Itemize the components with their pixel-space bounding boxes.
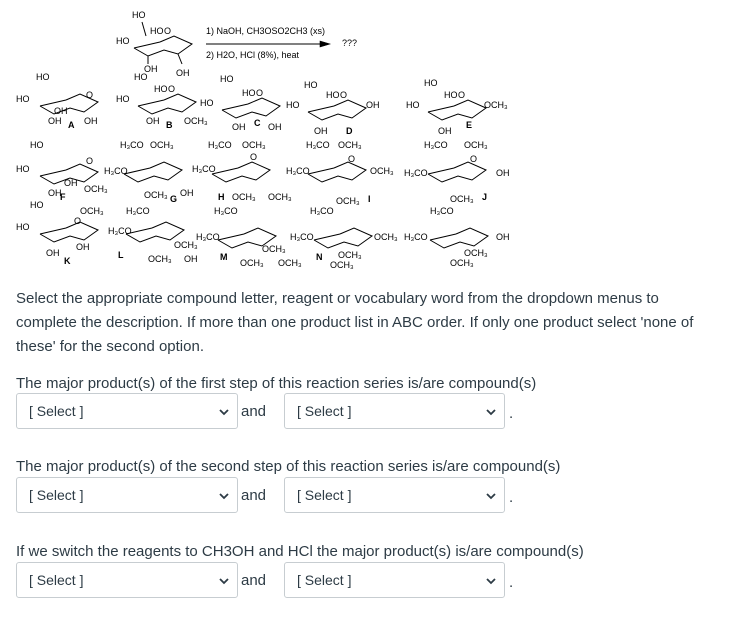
- svg-text:HO: HO: [242, 88, 256, 98]
- svg-text:HO: HO: [304, 80, 318, 90]
- question-3-text: If we switch the reagents to CH3OH and HCl the major product(s) is/are compound(s): [16, 543, 584, 560]
- svg-text:OH: OH: [496, 232, 510, 242]
- svg-text:H₃CO: H₃CO: [126, 206, 150, 216]
- svg-text:O: O: [168, 84, 176, 94]
- svg-text:O: O: [348, 154, 356, 164]
- svg-text:OCH₃: OCH₃: [338, 250, 362, 260]
- svg-text:B: B: [166, 120, 173, 130]
- chevron-down-icon: [219, 407, 229, 417]
- svg-text:HO: HO: [30, 200, 44, 210]
- q3-and-label: and: [241, 572, 267, 589]
- svg-text:OCH₃: OCH₃: [150, 140, 174, 150]
- question-1-answers: [16, 393, 721, 431]
- svg-text:OH: OH: [144, 64, 158, 74]
- compound-N: [290, 206, 398, 270]
- compound-H: [192, 140, 292, 202]
- svg-text:OH: OH: [48, 188, 62, 198]
- svg-text:F: F: [60, 192, 66, 202]
- svg-text:HO: HO: [16, 94, 30, 104]
- svg-text:OH: OH: [314, 126, 328, 136]
- svg-text:OCH₃: OCH₃: [374, 232, 398, 242]
- compound-E: [406, 78, 508, 136]
- svg-text:G: G: [170, 194, 178, 204]
- svg-text:HO: HO: [134, 72, 148, 82]
- svg-text:OH: OH: [366, 100, 380, 110]
- question-3-answers: [16, 562, 721, 600]
- svg-text:HO: HO: [286, 100, 300, 110]
- svg-text:H₃CO: H₃CO: [192, 164, 216, 174]
- question-1-text: The major product(s) of the first step of this reaction series is/are compound(s): [16, 375, 537, 392]
- condition-step-2: 2) H2O, HCl (8%), heat: [206, 50, 300, 60]
- chevron-down-icon: [486, 576, 496, 586]
- svg-text:OCH₃: OCH₃: [184, 116, 208, 126]
- svg-text:OCH₃: OCH₃: [144, 190, 168, 200]
- svg-text:HO: HO: [30, 140, 44, 150]
- svg-text:C: C: [254, 118, 261, 128]
- svg-text:H: H: [218, 192, 225, 202]
- svg-text:OCH₃: OCH₃: [464, 140, 488, 150]
- compound-D: [286, 80, 380, 136]
- svg-text:OCH₃: OCH₃: [330, 260, 354, 270]
- svg-text:OH: OH: [180, 188, 194, 198]
- svg-text:OH: OH: [84, 116, 98, 126]
- svg-text:H₃CO: H₃CO: [404, 168, 428, 178]
- q3-select-second-value: [ Select ]: [297, 572, 352, 588]
- svg-text:K: K: [64, 256, 71, 266]
- svg-text:OH: OH: [232, 122, 246, 132]
- q2-select-second-value: [ Select ]: [297, 487, 352, 503]
- q2-select-first-value: [ Select ]: [29, 487, 84, 503]
- svg-text:OH: OH: [176, 68, 190, 78]
- compound-F: [16, 140, 108, 202]
- svg-text:N: N: [316, 252, 323, 262]
- svg-text:OCH₃: OCH₃: [450, 258, 474, 268]
- svg-text:HO: HO: [16, 222, 30, 232]
- svg-text:OCH₃: OCH₃: [232, 192, 256, 202]
- compound-I: [286, 140, 394, 206]
- q1-select-first-value: [ Select ]: [29, 403, 84, 419]
- svg-text:OCH₃: OCH₃: [148, 254, 172, 264]
- chevron-down-icon: [219, 576, 229, 586]
- compound-J-duplicate: [404, 206, 510, 268]
- svg-text:A: A: [68, 120, 75, 130]
- q3-select-first-value: [ Select ]: [29, 572, 84, 588]
- starting-material: [116, 10, 192, 78]
- q3-select-first[interactable]: [16, 562, 238, 598]
- svg-text:HO: HO: [132, 10, 146, 20]
- q2-select-second[interactable]: [284, 477, 505, 513]
- svg-text:OH: OH: [46, 248, 60, 258]
- svg-text:HO: HO: [444, 90, 458, 100]
- svg-text:OCH₃: OCH₃: [240, 258, 264, 268]
- structures-figure: [0, 0, 731, 280]
- svg-text:OCH₃: OCH₃: [484, 100, 508, 110]
- svg-text:O: O: [256, 88, 264, 98]
- svg-text:OCH₃: OCH₃: [450, 194, 474, 204]
- svg-text:OH: OH: [438, 126, 452, 136]
- compound-J: [404, 140, 510, 204]
- svg-text:O: O: [458, 90, 466, 100]
- svg-text:HO: HO: [116, 94, 130, 104]
- svg-text:O: O: [470, 154, 478, 164]
- svg-text:O: O: [86, 156, 94, 166]
- svg-text:H₃CO: H₃CO: [310, 206, 334, 216]
- svg-text:OCH₃: OCH₃: [338, 140, 362, 150]
- svg-text:H₃CO: H₃CO: [214, 206, 238, 216]
- svg-text:H₃CO: H₃CO: [104, 166, 128, 176]
- svg-text:OH: OH: [54, 106, 68, 116]
- svg-text:H₃CO: H₃CO: [290, 232, 314, 242]
- svg-text:OCH₃: OCH₃: [278, 258, 302, 268]
- instructions-text: Select the appropriate compound letter, reagent or vocabulary word from the dropdown menus to complete the description. If more than one product list in ABC order. If only one product select 'none of these' for the second option.: [16, 290, 694, 355]
- svg-text:O: O: [86, 90, 94, 100]
- svg-text:L: L: [118, 250, 124, 260]
- svg-text:HO: HO: [406, 100, 420, 110]
- compound-B: [116, 72, 208, 130]
- compound-K: [16, 200, 104, 266]
- compound-L: [108, 206, 198, 264]
- q2-and-label: and: [241, 487, 267, 504]
- q2-period: .: [509, 489, 514, 506]
- svg-text:J: J: [482, 192, 488, 202]
- compound-C: [200, 74, 282, 132]
- q1-select-second-value: [ Select ]: [297, 403, 352, 419]
- q1-and-label: and: [241, 403, 267, 420]
- svg-text:H₃CO: H₃CO: [430, 206, 454, 216]
- svg-text:HO: HO: [424, 78, 438, 88]
- svg-text:H₃CO: H₃CO: [404, 232, 428, 242]
- svg-text:OCH₃: OCH₃: [464, 248, 488, 258]
- q1-period: .: [509, 405, 514, 422]
- svg-text:D: D: [346, 126, 353, 136]
- question-2-answers: [16, 477, 721, 515]
- svg-text:O: O: [340, 90, 348, 100]
- svg-text:OCH₃: OCH₃: [84, 184, 108, 194]
- chevron-down-icon: [486, 407, 496, 417]
- svg-text:HO: HO: [200, 98, 214, 108]
- svg-text:OH: OH: [76, 242, 90, 252]
- q3-period: .: [509, 574, 514, 591]
- svg-text:OH: OH: [268, 122, 282, 132]
- svg-text:O: O: [74, 216, 82, 226]
- compound-A: [16, 72, 98, 130]
- svg-text:OH: OH: [64, 178, 78, 188]
- svg-text:HO: HO: [150, 26, 164, 36]
- unknown-product: ???: [342, 38, 358, 48]
- svg-text:H₃CO: H₃CO: [208, 140, 232, 150]
- svg-text:HO: HO: [154, 84, 168, 94]
- svg-text:I: I: [368, 194, 371, 204]
- chevron-down-icon: [219, 491, 229, 501]
- svg-text:OH: OH: [496, 168, 510, 178]
- svg-text:E: E: [466, 120, 473, 130]
- svg-text:OH: OH: [146, 116, 160, 126]
- q1-select-first[interactable]: [16, 393, 238, 429]
- svg-text:OH: OH: [184, 254, 198, 264]
- svg-text:O: O: [164, 26, 172, 36]
- svg-text:OCH₃: OCH₃: [174, 240, 198, 250]
- svg-text:O: O: [250, 152, 258, 162]
- q1-select-second[interactable]: [284, 393, 505, 429]
- svg-text:HO: HO: [220, 74, 234, 84]
- svg-text:H₃CO: H₃CO: [306, 140, 330, 150]
- svg-text:HO: HO: [16, 164, 30, 174]
- compound-M: [196, 206, 302, 268]
- q2-select-first[interactable]: [16, 477, 238, 513]
- svg-text:OCH₃: OCH₃: [242, 140, 266, 150]
- svg-text:OCH₃: OCH₃: [370, 166, 394, 176]
- svg-text:OCH₃: OCH₃: [262, 244, 286, 254]
- compound-G: [104, 140, 194, 204]
- svg-text:H₃CO: H₃CO: [120, 140, 144, 150]
- svg-text:H₃CO: H₃CO: [196, 232, 220, 242]
- question-2-text: The major product(s) of the second step of this reaction series is/are compound(s): [16, 458, 561, 475]
- svg-text:HO: HO: [326, 90, 340, 100]
- svg-text:OH: OH: [48, 116, 62, 126]
- svg-text:OCH₃: OCH₃: [268, 192, 292, 202]
- svg-text:OCH₃: OCH₃: [336, 196, 360, 206]
- svg-text:H₃CO: H₃CO: [424, 140, 448, 150]
- svg-text:HO: HO: [36, 72, 50, 82]
- svg-text:H₃CO: H₃CO: [286, 166, 310, 176]
- q3-select-second[interactable]: [284, 562, 505, 598]
- condition-step-1: 1) NaOH, CH3OSO2CH3 (xs): [206, 26, 326, 36]
- svg-text:M: M: [220, 252, 228, 262]
- svg-text:HO: HO: [116, 36, 130, 46]
- reaction-scheme: [0, 0, 731, 280]
- svg-text:H₃CO: H₃CO: [108, 226, 132, 236]
- svg-text:OCH₃: OCH₃: [80, 206, 104, 216]
- chevron-down-icon: [486, 491, 496, 501]
